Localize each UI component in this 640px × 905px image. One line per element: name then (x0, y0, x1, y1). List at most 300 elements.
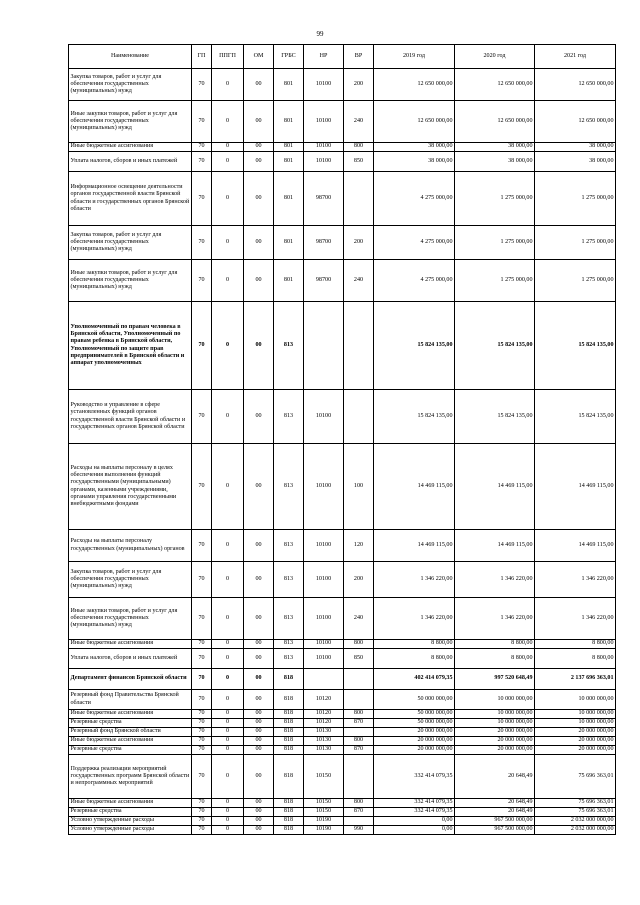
cell-y2020: 10 000 000,00 (455, 710, 535, 719)
cell-y2020: 20 648,49 (455, 808, 535, 817)
cell-vr: 120 (344, 530, 374, 562)
cell-y2021: 20 000 000,00 (535, 746, 616, 755)
table-row (69, 143, 616, 152)
cell-name: Уполномоченный по правам человека в Брянской области, Уполномоченный по правам ребенка в Брянской области, Уполномоченный по защите прав предпринимателей в Брянской области и аппарат уполномоченных (69, 302, 192, 390)
cell-gp: 70 (192, 710, 212, 719)
cell-vr (344, 690, 374, 710)
cell-grbs: 813 (274, 302, 304, 390)
cell-vr (344, 172, 374, 226)
column-header: ОМ (244, 45, 274, 69)
table-row (69, 69, 616, 101)
cell-gp: 70 (192, 143, 212, 152)
cell-gp: 70 (192, 226, 212, 260)
table-row (69, 826, 616, 835)
cell-vr (344, 728, 374, 737)
cell-y2020: 15 824 135,00 (455, 390, 535, 444)
cell-nr: 98700 (304, 226, 344, 260)
cell-om: 00 (244, 817, 274, 826)
cell-gp: 70 (192, 69, 212, 101)
cell-y2019: 8 800,00 (374, 649, 455, 669)
cell-nr: 10100 (304, 530, 344, 562)
cell-gp: 70 (192, 669, 212, 690)
cell-y2020: 8 800,00 (455, 649, 535, 669)
cell-vr: 100 (344, 444, 374, 530)
cell-om: 00 (244, 390, 274, 444)
cell-y2019: 14 469 115,00 (374, 530, 455, 562)
cell-name: Резервный фонд Брянской области (69, 728, 192, 737)
cell-om: 00 (244, 737, 274, 746)
cell-name: Иные бюджетные ассигнования (69, 799, 192, 808)
cell-y2021: 15 824 135,00 (535, 390, 616, 444)
cell-y2019: 1 346 220,00 (374, 598, 455, 640)
cell-vr: 200 (344, 562, 374, 598)
cell-name: Иные закупки товаров, работ и услуг для обеспечения государственных (муниципальных) нужд (69, 101, 192, 143)
cell-gp: 70 (192, 649, 212, 669)
cell-ppgp: 0 (212, 728, 244, 737)
cell-y2019: 1 346 220,00 (374, 562, 455, 598)
table-row (69, 690, 616, 710)
cell-grbs: 801 (274, 69, 304, 101)
cell-grbs: 801 (274, 143, 304, 152)
cell-y2021: 12 650 000,00 (535, 101, 616, 143)
cell-nr: 10120 (304, 710, 344, 719)
cell-vr: 240 (344, 260, 374, 302)
cell-y2020: 20 000 000,00 (455, 737, 535, 746)
table-row (69, 710, 616, 719)
cell-om: 00 (244, 826, 274, 835)
cell-y2021: 20 000 000,00 (535, 737, 616, 746)
cell-grbs: 801 (274, 101, 304, 143)
cell-grbs: 813 (274, 530, 304, 562)
cell-y2019: 15 824 135,00 (374, 302, 455, 390)
cell-om: 00 (244, 143, 274, 152)
cell-y2021: 1 275 000,00 (535, 172, 616, 226)
cell-vr (344, 669, 374, 690)
cell-om: 00 (244, 808, 274, 817)
cell-grbs: 818 (274, 799, 304, 808)
cell-grbs: 818 (274, 728, 304, 737)
cell-y2020: 967 500 000,00 (455, 826, 535, 835)
cell-name: Расходы на выплаты персоналу в целях обеспечения выполнения функций государственными (муниципальными) органами, казенными учреждениями, органами управления государственными внебюджетными фондами (69, 444, 192, 530)
cell-ppgp: 0 (212, 390, 244, 444)
cell-name: Информационное освещение деятельности органов государственной власти Брянской области и государственных органов Брянской области (69, 172, 192, 226)
cell-name: Иные бюджетные ассигнования (69, 737, 192, 746)
cell-ppgp: 0 (212, 746, 244, 755)
cell-vr: 870 (344, 808, 374, 817)
cell-nr: 10100 (304, 143, 344, 152)
cell-y2021: 10 000 000,00 (535, 690, 616, 710)
cell-y2021: 1 275 000,00 (535, 226, 616, 260)
cell-om: 00 (244, 530, 274, 562)
cell-grbs: 801 (274, 152, 304, 172)
cell-y2020: 10 000 000,00 (455, 719, 535, 728)
cell-ppgp: 0 (212, 562, 244, 598)
cell-y2019: 0,00 (374, 826, 455, 835)
cell-y2019: 4 275 000,00 (374, 260, 455, 302)
cell-vr: 850 (344, 152, 374, 172)
cell-vr: 800 (344, 737, 374, 746)
cell-om: 00 (244, 260, 274, 302)
cell-grbs: 818 (274, 808, 304, 817)
table-row (69, 755, 616, 799)
cell-gp: 70 (192, 302, 212, 390)
cell-y2020: 12 650 000,00 (455, 101, 535, 143)
cell-vr: 870 (344, 719, 374, 728)
cell-nr: 10130 (304, 728, 344, 737)
cell-ppgp: 0 (212, 649, 244, 669)
cell-y2019: 50 000 000,00 (374, 719, 455, 728)
table-row (69, 152, 616, 172)
cell-vr: 240 (344, 598, 374, 640)
cell-y2021: 10 000 000,00 (535, 719, 616, 728)
cell-y2020: 1 275 000,00 (455, 226, 535, 260)
cell-nr: 10100 (304, 390, 344, 444)
cell-om: 00 (244, 444, 274, 530)
cell-ppgp: 0 (212, 152, 244, 172)
cell-nr: 10100 (304, 649, 344, 669)
cell-grbs: 813 (274, 649, 304, 669)
cell-om: 00 (244, 746, 274, 755)
cell-name: Руководство и управление в сфере установленных функций органов государственной власти Брянской области и государственных органов Брянской области (69, 390, 192, 444)
cell-nr: 10190 (304, 826, 344, 835)
cell-gp: 70 (192, 690, 212, 710)
cell-nr (304, 669, 344, 690)
cell-y2019: 20 000 000,00 (374, 728, 455, 737)
cell-y2020: 10 000 000,00 (455, 690, 535, 710)
cell-ppgp: 0 (212, 172, 244, 226)
cell-y2020: 14 469 115,00 (455, 530, 535, 562)
cell-name: Иные закупки товаров, работ и услуг для обеспечения государственных (муниципальных) нужд (69, 598, 192, 640)
cell-om: 00 (244, 710, 274, 719)
cell-y2021: 12 650 000,00 (535, 69, 616, 101)
cell-nr: 10150 (304, 808, 344, 817)
cell-om: 00 (244, 69, 274, 101)
cell-y2020: 8 800,00 (455, 640, 535, 649)
cell-om: 00 (244, 649, 274, 669)
cell-y2020: 1 346 220,00 (455, 598, 535, 640)
cell-grbs: 818 (274, 755, 304, 799)
cell-ppgp: 0 (212, 719, 244, 728)
cell-nr: 10190 (304, 817, 344, 826)
cell-nr (304, 302, 344, 390)
cell-y2019: 332 414 079,35 (374, 755, 455, 799)
cell-grbs: 813 (274, 598, 304, 640)
cell-y2019: 0,00 (374, 817, 455, 826)
cell-name: Уплата налогов, сборов и иных платежей (69, 152, 192, 172)
cell-gp: 70 (192, 755, 212, 799)
cell-ppgp: 0 (212, 799, 244, 808)
cell-y2019: 332 414 079,35 (374, 799, 455, 808)
cell-name: Иные бюджетные ассигнования (69, 640, 192, 649)
cell-om: 00 (244, 598, 274, 640)
cell-name: Поддержка реализации мероприятий государственных программ Брянской области и непрограммных мероприятий (69, 755, 192, 799)
cell-y2019: 50 000 000,00 (374, 710, 455, 719)
cell-grbs: 801 (274, 226, 304, 260)
cell-y2020: 1 275 000,00 (455, 260, 535, 302)
column-header: НР (304, 45, 344, 69)
cell-om: 00 (244, 799, 274, 808)
cell-gp: 70 (192, 808, 212, 817)
cell-y2020: 1 346 220,00 (455, 562, 535, 598)
cell-gp: 70 (192, 737, 212, 746)
cell-ppgp: 0 (212, 755, 244, 799)
cell-ppgp: 0 (212, 530, 244, 562)
cell-y2019: 4 275 000,00 (374, 172, 455, 226)
cell-y2020: 14 469 115,00 (455, 444, 535, 530)
cell-gp: 70 (192, 817, 212, 826)
cell-grbs: 801 (274, 260, 304, 302)
column-header: ГП (192, 45, 212, 69)
cell-y2021: 14 469 115,00 (535, 444, 616, 530)
cell-name: Резервные средства (69, 808, 192, 817)
cell-name: Расходы на выплаты персоналу государственных (муниципальных) органов (69, 530, 192, 562)
column-header: ГРБС (274, 45, 304, 69)
table-row (69, 737, 616, 746)
cell-ppgp: 0 (212, 808, 244, 817)
table-row (69, 746, 616, 755)
cell-name: Закупка товаров, работ и услуг для обеспечения государственных (муниципальных) нужд (69, 226, 192, 260)
table-row (69, 719, 616, 728)
cell-vr (344, 817, 374, 826)
cell-y2020: 997 520 648,49 (455, 669, 535, 690)
cell-nr: 98700 (304, 172, 344, 226)
cell-nr: 10120 (304, 690, 344, 710)
cell-y2021: 8 800,00 (535, 649, 616, 669)
cell-y2019: 38 000,00 (374, 143, 455, 152)
cell-gp: 70 (192, 172, 212, 226)
cell-y2020: 38 000,00 (455, 152, 535, 172)
cell-ppgp: 0 (212, 817, 244, 826)
page-number: 99 (316, 30, 324, 38)
cell-gp: 70 (192, 530, 212, 562)
cell-om: 00 (244, 226, 274, 260)
cell-nr: 10150 (304, 799, 344, 808)
table-row (69, 302, 616, 390)
cell-grbs: 818 (274, 710, 304, 719)
cell-name: Закупка товаров, работ и услуг для обеспечения государственных (муниципальных) нужд (69, 69, 192, 101)
cell-om: 00 (244, 101, 274, 143)
cell-y2021: 75 696 363,01 (535, 755, 616, 799)
cell-gp: 70 (192, 444, 212, 530)
budget-table (68, 44, 616, 835)
cell-y2021: 2 032 000 000,00 (535, 817, 616, 826)
cell-y2019: 4 275 000,00 (374, 226, 455, 260)
cell-y2021: 20 000 000,00 (535, 728, 616, 737)
cell-nr: 10100 (304, 444, 344, 530)
cell-nr: 10120 (304, 719, 344, 728)
cell-y2019: 8 800,00 (374, 640, 455, 649)
cell-name: Условно утвержденные расходы (69, 826, 192, 835)
cell-om: 00 (244, 755, 274, 799)
cell-nr: 10130 (304, 737, 344, 746)
cell-grbs: 818 (274, 690, 304, 710)
cell-vr: 240 (344, 101, 374, 143)
cell-nr: 10100 (304, 598, 344, 640)
cell-vr: 800 (344, 799, 374, 808)
cell-name: Резервные средства (69, 746, 192, 755)
cell-y2019: 50 000 000,00 (374, 690, 455, 710)
cell-grbs: 818 (274, 746, 304, 755)
cell-y2019: 12 650 000,00 (374, 101, 455, 143)
cell-vr (344, 755, 374, 799)
cell-y2020: 1 275 000,00 (455, 172, 535, 226)
cell-name: Иные закупки товаров, работ и услуг для обеспечения государственных (муниципальных) нужд (69, 260, 192, 302)
cell-grbs: 813 (274, 640, 304, 649)
cell-gp: 70 (192, 562, 212, 598)
cell-name: Департамент финансов Брянской области (69, 669, 192, 690)
cell-grbs: 813 (274, 390, 304, 444)
cell-om: 00 (244, 669, 274, 690)
cell-ppgp: 0 (212, 260, 244, 302)
cell-y2021: 38 000,00 (535, 143, 616, 152)
cell-ppgp: 0 (212, 101, 244, 143)
cell-y2021: 75 696 363,01 (535, 799, 616, 808)
table-row (69, 530, 616, 562)
cell-ppgp: 0 (212, 598, 244, 640)
cell-gp: 70 (192, 826, 212, 835)
cell-gp: 70 (192, 799, 212, 808)
cell-gp: 70 (192, 719, 212, 728)
table-row (69, 817, 616, 826)
cell-y2020: 12 650 000,00 (455, 69, 535, 101)
cell-grbs: 813 (274, 444, 304, 530)
column-header: ВР (344, 45, 374, 69)
cell-y2020: 15 824 135,00 (455, 302, 535, 390)
cell-y2021: 8 800,00 (535, 640, 616, 649)
cell-name: Резервные средства (69, 719, 192, 728)
cell-y2021: 1 275 000,00 (535, 260, 616, 302)
cell-y2019: 15 824 135,00 (374, 390, 455, 444)
cell-ppgp: 0 (212, 826, 244, 835)
cell-y2019: 14 469 115,00 (374, 444, 455, 530)
cell-y2021: 15 824 135,00 (535, 302, 616, 390)
cell-om: 00 (244, 302, 274, 390)
cell-grbs: 818 (274, 737, 304, 746)
cell-nr: 98700 (304, 260, 344, 302)
cell-gp: 70 (192, 598, 212, 640)
cell-y2019: 402 414 079,35 (374, 669, 455, 690)
column-header: Наименование (69, 45, 192, 69)
cell-gp: 70 (192, 746, 212, 755)
cell-grbs: 818 (274, 719, 304, 728)
table-row (69, 640, 616, 649)
cell-name: Закупка товаров, работ и услуг для обеспечения государственных (муниципальных) нужд (69, 562, 192, 598)
cell-gp: 70 (192, 101, 212, 143)
cell-vr: 850 (344, 649, 374, 669)
table-row (69, 808, 616, 817)
cell-name: Условно утвержденные расходы (69, 817, 192, 826)
cell-gp: 70 (192, 152, 212, 172)
table-row (69, 101, 616, 143)
cell-name: Уплата налогов, сборов и иных платежей (69, 649, 192, 669)
cell-y2020: 20 648,49 (455, 799, 535, 808)
cell-y2019: 12 650 000,00 (374, 69, 455, 101)
table-row (69, 598, 616, 640)
cell-vr: 200 (344, 69, 374, 101)
column-header: 2021 год (535, 45, 616, 69)
cell-vr (344, 390, 374, 444)
cell-vr: 800 (344, 640, 374, 649)
cell-vr (344, 302, 374, 390)
cell-name: Резервный фонд Правительства Брянской области (69, 690, 192, 710)
cell-y2020: 38 000,00 (455, 143, 535, 152)
table-row (69, 649, 616, 669)
cell-y2021: 2 032 000 000,00 (535, 826, 616, 835)
column-header: ППГП (212, 45, 244, 69)
cell-om: 00 (244, 172, 274, 226)
cell-om: 00 (244, 640, 274, 649)
cell-y2020: 20 648,49 (455, 755, 535, 799)
cell-om: 00 (244, 562, 274, 598)
cell-y2019: 20 000 000,00 (374, 746, 455, 755)
cell-grbs: 801 (274, 172, 304, 226)
cell-vr: 870 (344, 746, 374, 755)
table-header-row (69, 45, 616, 69)
cell-vr: 200 (344, 226, 374, 260)
table-row (69, 226, 616, 260)
cell-ppgp: 0 (212, 737, 244, 746)
cell-y2021: 2 137 696 363,01 (535, 669, 616, 690)
cell-ppgp: 0 (212, 302, 244, 390)
cell-nr: 10130 (304, 746, 344, 755)
cell-y2020: 967 500 000,00 (455, 817, 535, 826)
table-row (69, 390, 616, 444)
cell-gp: 70 (192, 728, 212, 737)
table-row (69, 260, 616, 302)
cell-y2021: 75 696 363,01 (535, 808, 616, 817)
cell-ppgp: 0 (212, 710, 244, 719)
cell-ppgp: 0 (212, 640, 244, 649)
cell-nr: 10150 (304, 755, 344, 799)
table-row (69, 728, 616, 737)
cell-y2020: 20 000 000,00 (455, 728, 535, 737)
cell-gp: 70 (192, 260, 212, 302)
cell-gp: 70 (192, 390, 212, 444)
cell-vr: 990 (344, 826, 374, 835)
cell-nr: 10100 (304, 69, 344, 101)
cell-ppgp: 0 (212, 690, 244, 710)
cell-om: 00 (244, 719, 274, 728)
cell-gp: 70 (192, 640, 212, 649)
table-row (69, 669, 616, 690)
column-header: 2019 год (374, 45, 455, 69)
cell-y2019: 20 000 000,00 (374, 737, 455, 746)
cell-y2021: 1 346 220,00 (535, 598, 616, 640)
cell-om: 00 (244, 690, 274, 710)
cell-ppgp: 0 (212, 226, 244, 260)
cell-om: 00 (244, 728, 274, 737)
cell-ppgp: 0 (212, 669, 244, 690)
cell-y2021: 38 000,00 (535, 152, 616, 172)
cell-grbs: 818 (274, 826, 304, 835)
cell-vr: 800 (344, 710, 374, 719)
cell-grbs: 813 (274, 562, 304, 598)
cell-ppgp: 0 (212, 69, 244, 101)
cell-ppgp: 0 (212, 143, 244, 152)
cell-vr: 800 (344, 143, 374, 152)
cell-nr: 10100 (304, 640, 344, 649)
table-row (69, 444, 616, 530)
cell-y2021: 14 469 115,00 (535, 530, 616, 562)
cell-y2021: 10 000 000,00 (535, 710, 616, 719)
cell-ppgp: 0 (212, 444, 244, 530)
cell-grbs: 818 (274, 669, 304, 690)
table-row (69, 562, 616, 598)
cell-om: 00 (244, 152, 274, 172)
cell-grbs: 818 (274, 817, 304, 826)
cell-y2021: 1 346 220,00 (535, 562, 616, 598)
cell-y2019: 38 000,00 (374, 152, 455, 172)
